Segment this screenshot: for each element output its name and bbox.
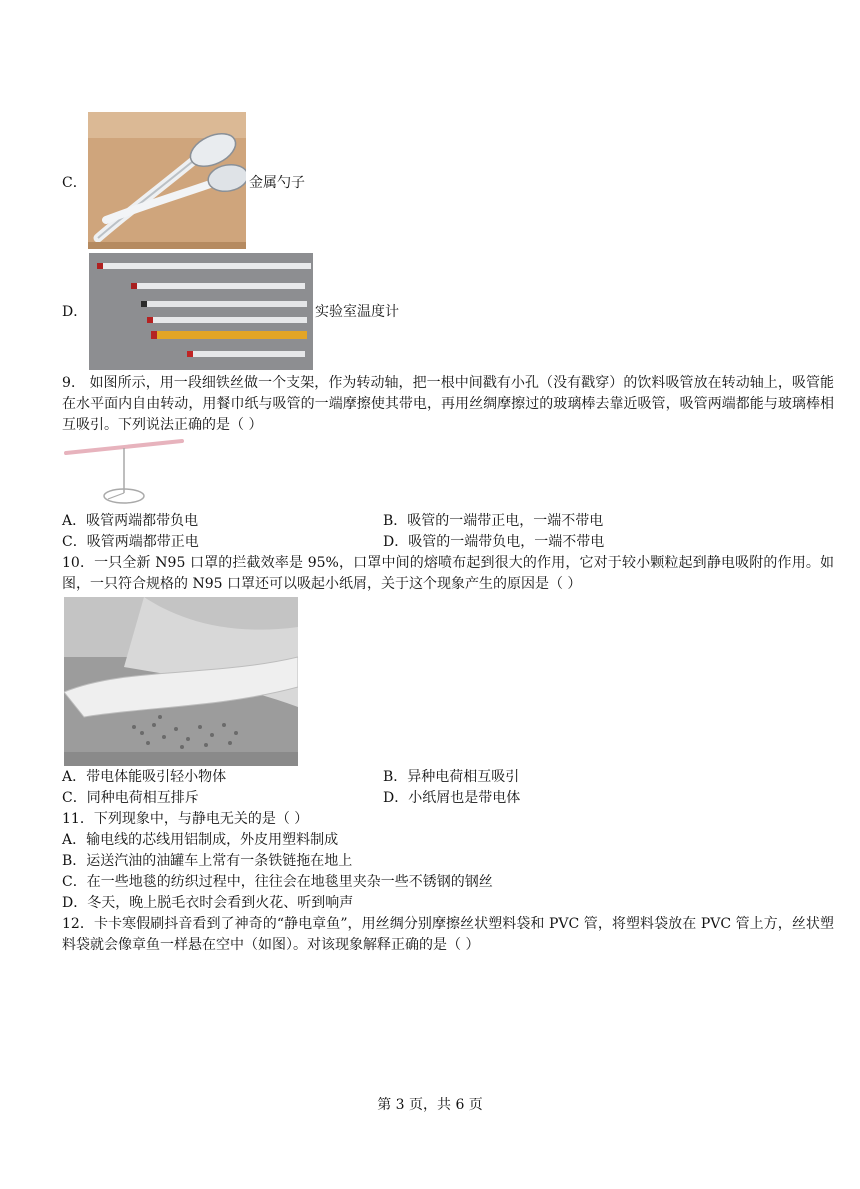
straw-stand-image [64,435,184,507]
q11-option-d: D．冬天，晚上脱毛衣时会看到火花、听到响声 [62,895,354,911]
q10-option-b: B．异种电荷相互吸引 [383,769,520,785]
question-9-text: 9． 如图所示，用一段细铁丝做一个支架，作为转动轴，把一根中间戳有小孔（没有戳穿）的饮料吸管放在转动轴上，吸管能在水平面内自由转动，用餐巾纸与吸管的一端摩擦使其带电，再用丝绸摩擦过的玻璃棒去靠近吸管，吸管两端都能与玻璃棒相互吸引。下列说法正确的是（ ） [62,375,834,433]
q9-option-c: C．吸管两端都带正电 [62,534,199,550]
q11-option-b: B．运送汽油的油罐车上常有一条铁链拖在地上 [62,853,353,869]
q10-option-c: C．同种电荷相互排斥 [62,790,199,806]
q10-option-d: D．小纸屑也是带电体 [383,790,521,806]
question-12-text: 12．卡卡寒假刷抖音看到了神奇的“静电章鱼”，用丝绸分别摩擦丝状塑料袋和 PVC 管，将塑料袋放在 PVC 管上方，丝状塑料袋就会像章鱼一样悬在空中（如图）。对该现象解释正确的是（ ） [62,916,834,953]
q11-option-c: C．在一些地毯的纺织过程中，往往会在地毯里夹杂一些不锈钢的钢丝 [62,874,493,890]
q9-option-a: A．吸管两端都带负电 [62,513,199,529]
q9-option-b: B．吸管的一端带正电，一端不带电 [383,513,604,529]
q9-option-d: D．吸管的一端带负电，一端不带电 [383,534,605,550]
q11-option-a: A．输电线的芯线用铝制成，外皮用塑料制成 [62,832,339,848]
q10-option-a: A．带电体能吸引轻小物体 [62,769,227,785]
page-footer: 第 3 页，共 6 页 [377,1097,483,1113]
option-c-caption: 金属勺子 [249,175,305,191]
question-10-text: 10．一只全新 N95 口罩的拦截效率是 95%，口罩中间的熔喷布起到很大的作用，它对于较小颗粒起到静电吸附的作用。如图，一只符合规格的 N95 口罩还可以吸起小纸屑，关于这个现象产生的原因是（ ） [62,555,834,592]
n95-mask-paper-image [64,597,298,766]
option-d-label: D． [62,304,88,320]
metal-spoons-image [88,112,246,249]
option-c-label: C． [62,175,87,191]
question-11-text: 11．下列现象中，与静电无关的是（ ） [62,811,309,827]
thermometers-image [89,253,313,370]
option-d-caption: 实验室温度计 [315,304,399,320]
